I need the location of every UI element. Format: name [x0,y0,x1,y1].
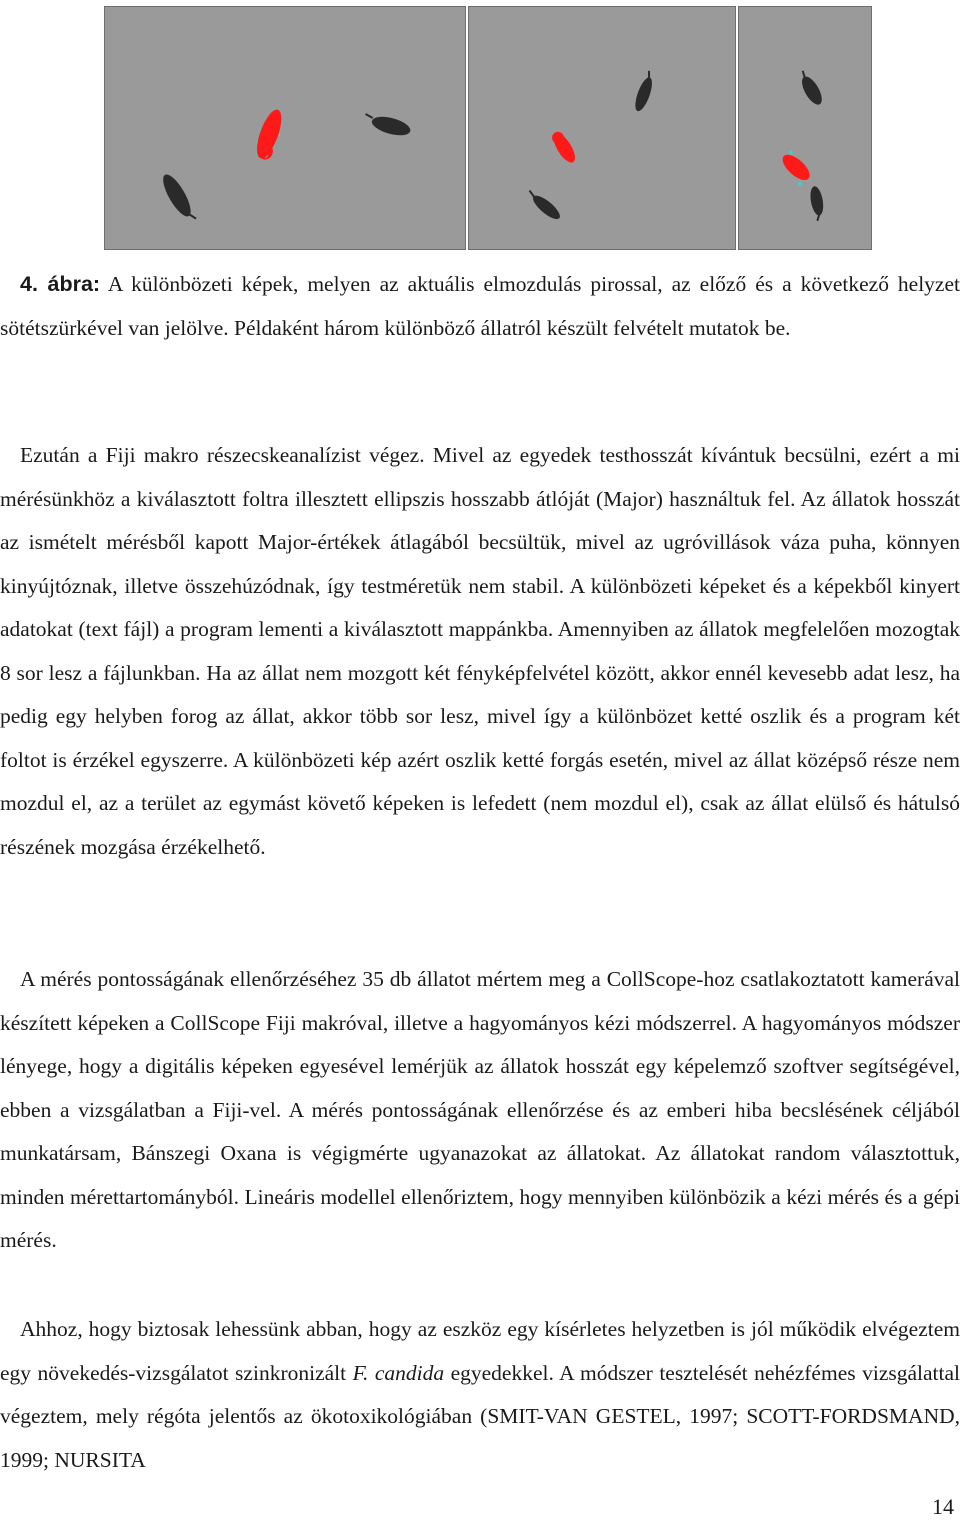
paragraph-growth-test [0,1308,960,1482]
figure-caption-text: A különbözeti képek, melyen az aktuális elmozdulás pirossal, az előző és a következő helyzet sötétszürkével van jelölve. Példaként három különböző állatról készült felvételt mutatok be. [0,272,960,340]
paragraph-accuracy-check: A mérés pontosságának ellenőrzéséhez 35 db állatot mértem meg a CollScope-hoz csatlakoztatott kamerával készített képeken a CollScope Fiji makróval, illetve a hagyományos kézi módszerrel. A hagyományos módszer lényege, hogy a digitális képeken egyesével lemérjük az állatok hosszát egy képelemző szoftver segítségével, ebben a vizsgálatban a Fiji-vel. A mérés pontosságának ellenőrzése és az emberi hiba becslésének céljából munkatársam, Bánszegi Oxana is végigmérte ugyanazokat az állatokat. Az állatokat random választottuk, minden mérettartományból. Lineáris modellel ellenőriztem, hogy mennyiben különbözik a kézi mérés és a gépi mérés. [0,967,960,1252]
growth-test-text-start: Ahhoz, hogy biztosak lehessünk abban, hogy az eszköz egy kísérletes helyzetben is jól működik elvégeztem egy növekedés-vizsgálatot szinkronizált [0,1317,960,1385]
growth-test-text-end: egyedekkel. A módszer tesztelését nehézfémes vizsgálattal végeztem, mely régóta jelentős az ökotoxikológiában (SMIT-VAN GESTEL, 1997; SCOTT-FORDSMAND, 1999; NURSITA [0,1360,960,1472]
species-name: F. candida [352,1360,445,1385]
difference-image-panel-2 [468,6,736,250]
figure-caption [0,262,960,350]
difference-image-3 [739,7,871,249]
paragraph-particle-analysis: Ezután a Fiji makro részecskeanalízist végez. Mivel az egyedek testhosszát kívántuk becsülni, ezért a mi mérésünkhöz a kiválasztott foltra illesztett ellipszis hosszabb átlóját (Major) használtuk fel. Az állatok hosszát az ismételt mérésből kapott Major-értékek átlagából becsültük, mivel az ugróvillások váza puha, könnyen kinyújtóznak, illetve összehúzódnak, így testméretük nem stabil. A különbözeti képeket és a képekből kinyert adatokat (text fájl) a program lementi a kiválasztott mappánkba. Amennyiben az állatok megfelelően mozogtak 8 sor lesz a fájlunkban. Ha az állat nem mozgott két fényképfelvétel között, akkor ennél kevesebb adat lesz, ha pedig egy helyben forog az állat, akkor több sor lesz, mivel így a különbözet ketté oszlik és a program két foltot is érzékel egyszerre. A különbözeti kép azért oszlik ketté forgás esetén, mivel az állat középső része nem mozdul el, az a terület az egymást követő képeken is lefedett (nem mozdul el), csak az állat elülső és hátulsó részének mozgása érzékelhető. [0,443,960,859]
difference-image-panel-3 [738,6,872,250]
figure-4 [104,6,872,250]
page-number: 14 [932,1494,954,1519]
difference-image-2 [469,7,735,249]
figure-caption-label: 4. ábra: [20,272,101,296]
difference-image-panel-1 [104,6,466,250]
difference-image-1 [105,7,465,249]
